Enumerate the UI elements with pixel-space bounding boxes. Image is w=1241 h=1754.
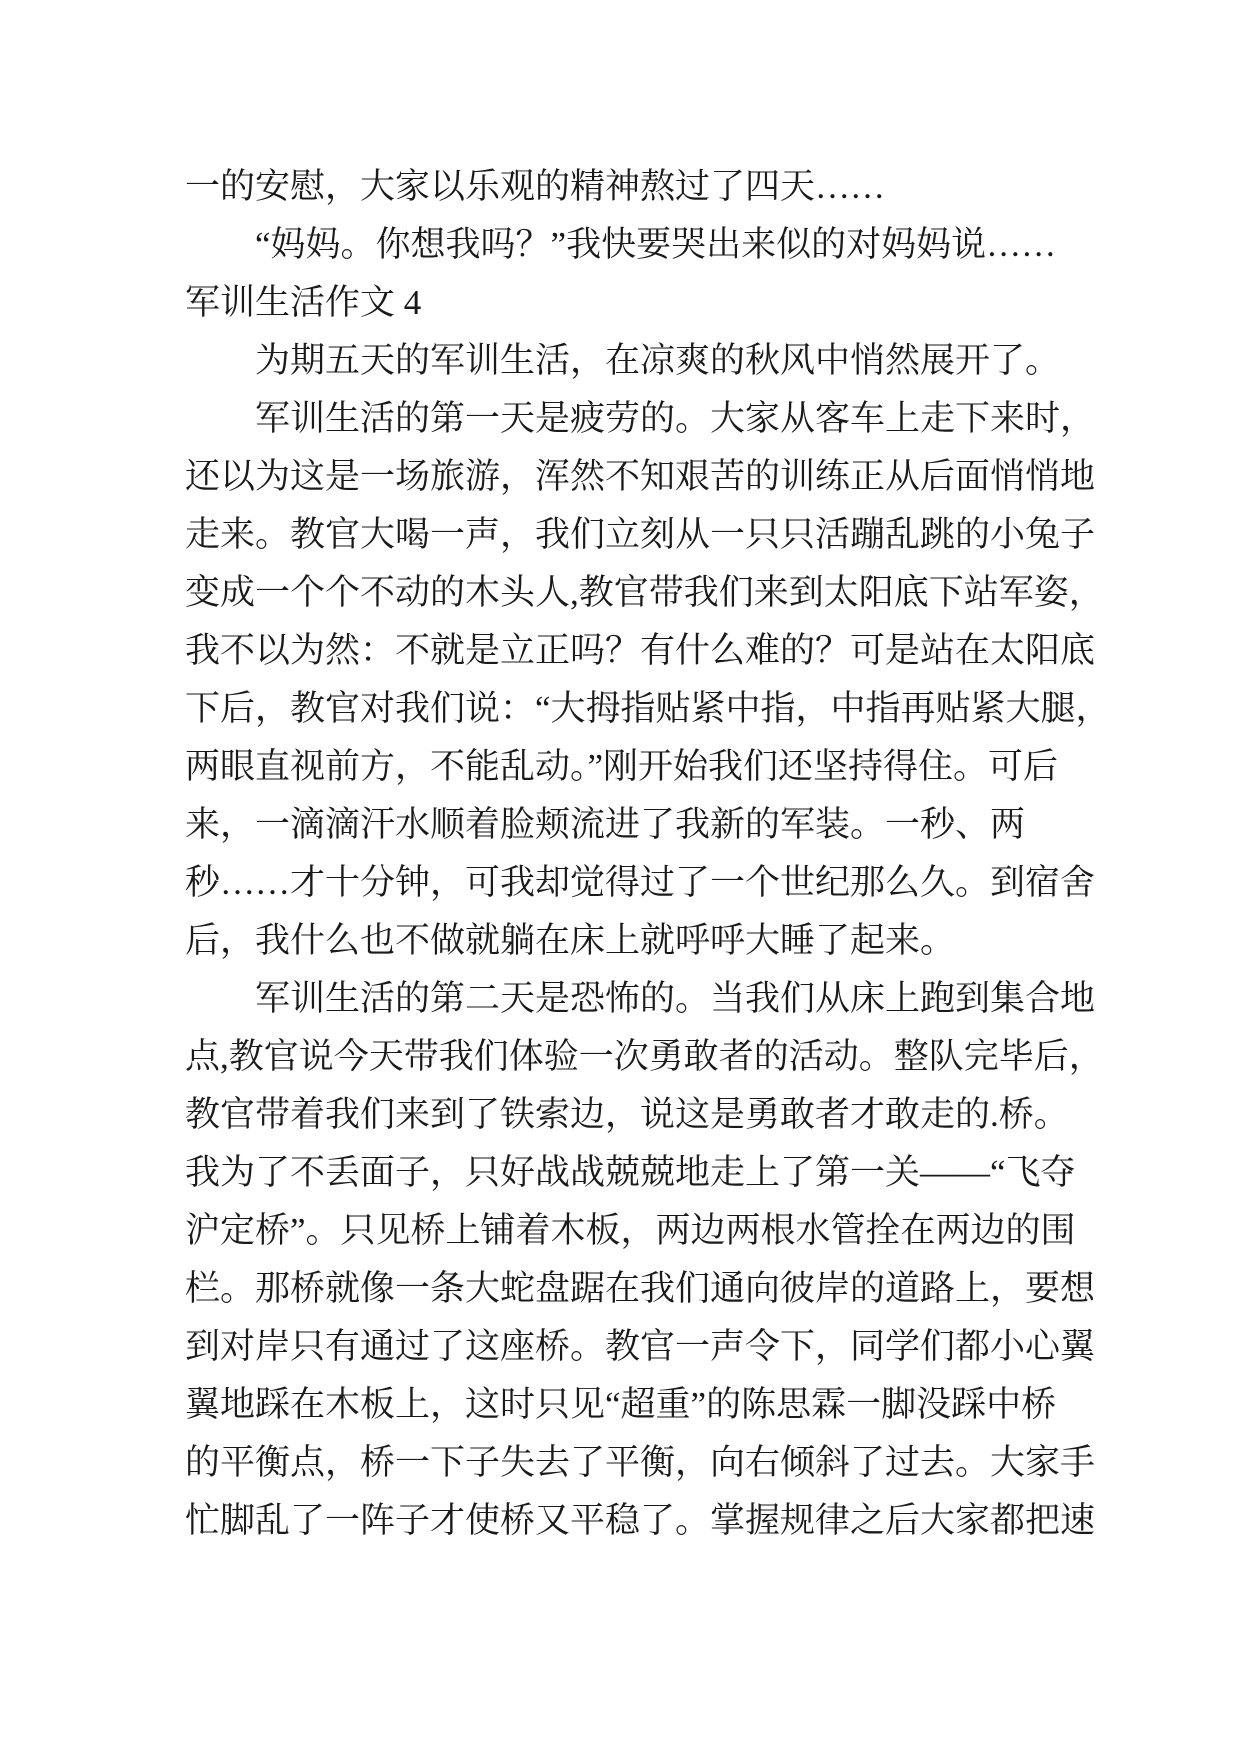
text-line: 为期五天的军训生活，在凉爽的秋风中悄然展开了。 [255,341,1061,380]
text-line: 军训生活的第二天是恐怖的。当我们从床上跑到集合地 [255,979,1096,1018]
text-line: 我为了不丢面子，只好战战兢兢地走上了第一关——“飞夺 [185,1153,1076,1192]
text-line: 还以为这是一场旅游，浑然不知艰苦的训练正从后面悄悄地 [185,457,1096,496]
text-line: 我不以为然：不就是立正吗？有什么难的？可是站在太阳底 [185,631,1096,670]
text-line: “妈妈。你想我吗？”我快要哭出来似的对妈妈说…… [255,225,1057,264]
text-line: 秒……才十分钟，可我却觉得过了一个世纪那么久。到宿舍 [185,863,1096,902]
text-line: 点,教官说今天带我们体验一次勇敢者的活动。整队完毕后， [185,1037,1104,1076]
text-line: 忙脚乱了一阵子才使桥又平稳了。掌握规律之后大家都把速 [185,1501,1096,1540]
text-line: 翼地踩在木板上，这时只见“超重”的陈思霖一脚没踩中桥 [185,1385,1057,1424]
section-heading: 军训生活作文 4 [185,283,422,322]
text-line: 来，一滴滴汗水顺着脸颊流进了我新的军装。一秒、两 [185,805,1026,844]
text-line: 后，我什么也不做就躺在床上就呼呼大睡了起来。 [185,921,956,960]
text-line: 的平衡点，桥一下子失去了平衡，向右倾斜了过去。大家手 [185,1443,1096,1482]
text-line: 两眼直视前方，不能乱动。”刚开始我们还坚持得住。可后 [185,747,1059,786]
text-line: 军训生活的第一天是疲劳的。大家从客车上走下来时， [255,399,1096,438]
text-line: 沪定桥”。只见桥上铺着木板，两边两根水管拴在两边的围 [185,1211,1076,1250]
text-line: 下后，教官对我们说：“大拇指贴紧中指，中指再贴紧大腿， [185,689,1111,728]
text-line: 到对岸只有通过了这座桥。教官一声令下，同学们都小心翼 [185,1327,1096,1366]
text-line: 一的安慰，大家以乐观的精神熬过了四天…… [185,167,886,206]
text-line: 变成一个个不动的木头人,教官带我们来到太阳底下站军姿， [185,573,1104,612]
text-line: 教官带着我们来到了铁索边，说这是勇敢者才敢走的.桥。 [185,1095,1069,1134]
text-line: 走来。教官大喝一声，我们立刻从一只只活蹦乱跳的小兔子 [185,515,1096,554]
text-line: 栏。那桥就像一条大蛇盘踞在我们通向彼岸的道路上，要想 [185,1269,1096,1308]
document-content [185,158,1111,1550]
